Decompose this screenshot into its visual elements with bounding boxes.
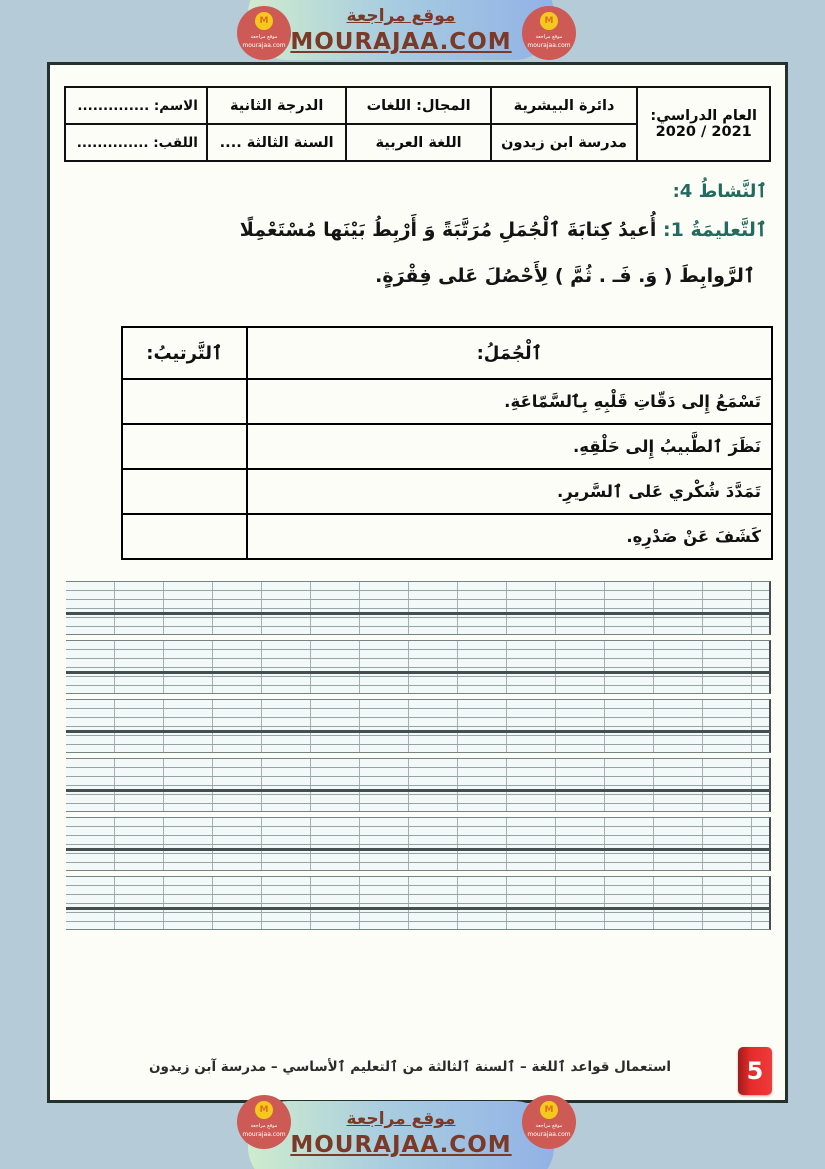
- writing-lines-block[interactable]: [66, 581, 771, 635]
- level-cell: السنة الثالثة ....: [207, 124, 347, 161]
- table-row: [122, 514, 772, 559]
- table-row: [122, 379, 772, 424]
- logo-arabic-text: موقع مراجعة: [250, 1123, 278, 1129]
- sentence-text: كَشَفَ عَنْ صَدْرِهِ.: [247, 514, 772, 559]
- instruction-line-1: [67, 219, 767, 241]
- school-year-value: 2021 / 2020: [655, 124, 752, 140]
- field-cell: المجال: اللغات: [346, 87, 490, 124]
- logo-book-icon: M: [540, 1101, 558, 1119]
- grade-cell: الدرجة الثانية: [207, 87, 347, 124]
- document-sheet: [47, 62, 788, 1103]
- logo-book-icon: M: [540, 12, 558, 30]
- table-header-row: [122, 327, 772, 379]
- instruction-text: أُعيدُ كِتابَةَ ٱلْجُمَلِ مُرَتَّبَةً وَ أَرْبِطُ بَيْنَها مُسْتَعْمِلًا: [239, 219, 657, 241]
- site-name-arabic[interactable]: موقع مراجعة: [346, 1109, 456, 1129]
- instruction-label: ٱلتَّعليمَةُ 1:: [663, 219, 767, 241]
- student-surname-field[interactable]: اللقب: ..............: [65, 124, 207, 161]
- writing-lines-block[interactable]: [66, 758, 771, 812]
- logo-book-icon: M: [255, 1101, 273, 1119]
- footer-reference-text: استعمال قواعد ٱللغة – ٱلسنة ٱلثالثة من ٱلتعليم ٱلأساسي – مدرسة آبن زيدون: [148, 1059, 671, 1075]
- school-cell: مدرسة ابن زيدون: [491, 124, 638, 161]
- order-answer-cell[interactable]: [122, 514, 247, 559]
- sentences-table: [121, 326, 773, 560]
- logo-domain-text: mourajaa.com: [527, 1131, 571, 1138]
- student-name-field[interactable]: الاسم: ..............: [65, 87, 207, 124]
- logo-domain-text: mourajaa.com: [527, 42, 571, 49]
- mourajaa-logo-icon: [237, 6, 291, 60]
- banner-pill: [248, 0, 554, 60]
- writing-lines-block[interactable]: [66, 699, 771, 753]
- table-row: [122, 424, 772, 469]
- bottom-banner: [0, 1095, 825, 1169]
- school-year-cell: [637, 87, 770, 161]
- page-number-badge: 5: [738, 1047, 772, 1095]
- header-info-table: [64, 86, 771, 162]
- activity-title: ٱلنَّشاطُ 4:: [672, 181, 767, 202]
- sentence-text: تَمَدَّدَ شُكْري عَلى ٱلسَّريرِ.: [247, 469, 772, 514]
- order-answer-cell[interactable]: [122, 379, 247, 424]
- table-row: [122, 469, 772, 514]
- banner-pill: [248, 1101, 554, 1169]
- mourajaa-logo-icon: [522, 1095, 576, 1149]
- logo-domain-text: mourajaa.com: [242, 1131, 286, 1138]
- sentence-text: تَسْمَعُ إِلى دَقّاتِ قَلْبِهِ بِٱلسَّمّاعَةِ.: [247, 379, 772, 424]
- subject-cell: اللغة العربية: [346, 124, 490, 161]
- sentence-text: نَظَرَ ٱلطَّبيبُ إِلى حَلْقِهِ.: [247, 424, 772, 469]
- mourajaa-logo-icon: [522, 6, 576, 60]
- order-answer-cell[interactable]: [122, 424, 247, 469]
- site-name-arabic[interactable]: موقع مراجعة: [346, 6, 456, 26]
- school-year-label: العام الدراسي:: [650, 108, 757, 124]
- logo-arabic-text: موقع مراجعة: [250, 34, 278, 40]
- sentences-column-header: ٱلْجُمَلُ:: [247, 327, 772, 379]
- site-domain-link[interactable]: MOURAJAA.COM: [290, 29, 512, 55]
- writing-lines-block[interactable]: [66, 640, 771, 694]
- logo-domain-text: mourajaa.com: [242, 42, 286, 49]
- instruction-line-2: ٱلرَّوابِطَ ( وَ. فَـ . ثُمَّ ) لِأَحْصُلَ عَلى فِقْرَةٍ.: [375, 265, 755, 287]
- district-cell: دائرة البيشرية: [491, 87, 638, 124]
- logo-book-icon: M: [255, 12, 273, 30]
- logo-arabic-text: موقع مراجعة: [535, 1123, 563, 1129]
- logo-arabic-text: موقع مراجعة: [535, 34, 563, 40]
- top-banner: [0, 0, 825, 62]
- order-answer-cell[interactable]: [122, 469, 247, 514]
- writing-lines-block[interactable]: [66, 817, 771, 871]
- mourajaa-logo-icon: [237, 1095, 291, 1149]
- order-column-header: ٱلتَّرتيبُ:: [122, 327, 247, 379]
- site-domain-link[interactable]: MOURAJAA.COM: [290, 1132, 512, 1158]
- writing-lines-block[interactable]: [66, 876, 771, 930]
